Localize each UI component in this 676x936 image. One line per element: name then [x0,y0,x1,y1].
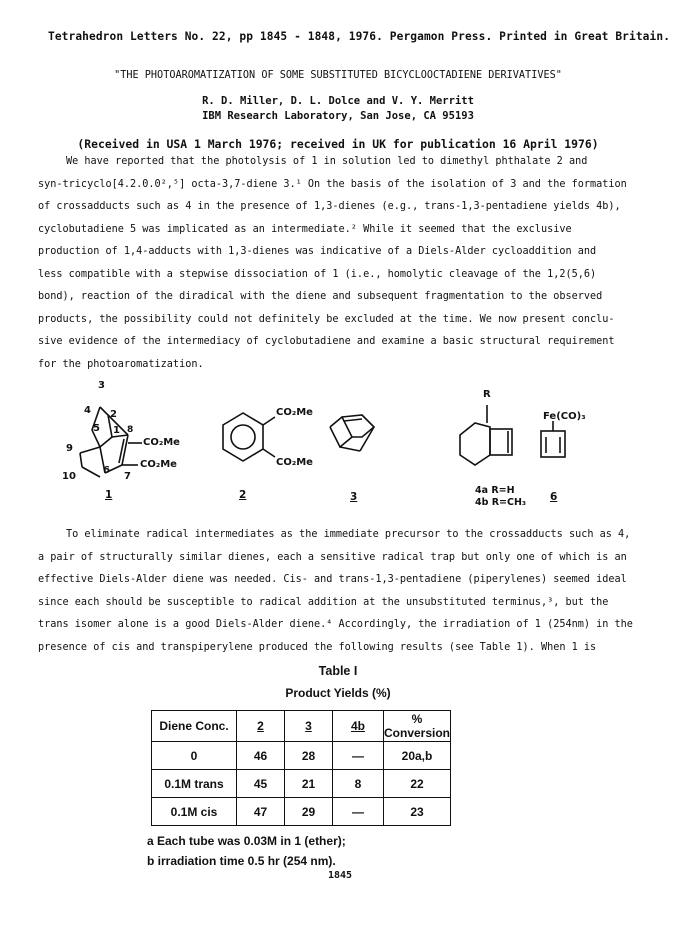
atom-number: 9 [66,443,73,454]
paragraph-line: of crossadducts such as 4 in the presence of 1,3-dienes (e.g., trans-1,3-pentadiene yields 4b), [38,201,621,212]
table-cell: 28 [285,742,333,770]
table-cell: 22 [384,770,451,798]
atom-number: 3 [98,380,105,391]
paragraph-line: We have reported that the photolysis of 1 in solution led to dimethyl phthalate 2 and [66,156,588,167]
structure-4-ring [460,405,512,465]
article-title: "THE PHOTOAROMATIZATION OF SOME SUBSTITUTED BICYCLOOCTADIENE DERIVATIVES" [114,70,562,81]
table-cell: — [333,798,384,826]
structures-figure [0,380,676,515]
paragraph-2 [38,524,638,659]
table-row [152,742,451,770]
table-header: 3 [285,711,333,742]
table-cell: 21 [285,770,333,798]
table-cell: 20a,b [384,742,451,770]
table-cell: 29 [285,798,333,826]
atom-number: 1 [113,425,120,436]
page-number: 1845 [328,870,353,881]
structure-drawings [0,385,676,515]
compound-label: 1 [105,489,113,501]
table-cell: 0.1M cis [152,798,237,826]
paragraph-line: for the photoaromatization. [38,358,204,370]
footnote-a: a Each tube was 0.03M in 1 (ether); [147,834,346,848]
substituent-label: CO₂Me [276,457,313,468]
atom-number: 4 [84,405,91,416]
atom-number: 2 [110,409,117,420]
paragraph-line: trans isomer alone is a good Diels-Alder diene.⁴ Accordingly, the irradiation of 1 (254nm) in the [38,619,633,630]
compound-label: 2 [239,489,247,501]
paragraph-line: production of 1,4-adducts with 1,3-dienes was indicative of a Diels-Alder cycloaddition and [38,246,597,257]
table-cell: 45 [237,770,285,798]
table-header: Diene Conc. [152,711,237,742]
table-cell: 0 [152,742,237,770]
structure-2-ring [223,413,275,461]
table-cell: 47 [237,798,285,826]
paragraph-line: presence of cis and transpiperylene produced the following results (see Table 1). When 1 is [38,641,597,653]
paragraph-line: cyclobutadiene 5 was implicated as an intermediate.² While it seemed that the exclusive [38,223,572,235]
substituent-label: CO₂Me [140,459,177,470]
substituent-label: Fe(CO)₃ [543,411,586,422]
table-cell: 23 [384,798,451,826]
table-header: % Conversion [384,712,451,740]
table-header: 2 [237,711,285,742]
structure-3-cage [330,415,374,451]
atom-number: 7 [124,471,131,482]
table-header: 4b [333,711,384,742]
structure-6-complex [541,421,565,457]
paragraph-line: To eliminate radical intermediates as the immediate precursor to the crossadducts such as 4, [66,529,631,540]
paragraph-line: a pair of structurally similar dienes, each a sensitive radical trap but only one of which is an [38,551,627,563]
compound-label: 3 [350,491,358,503]
paragraph-line: less compatible with a stepwise dissociation of 1 (i.e., homolytic cleavage of the 1,2(5,6) [38,268,597,280]
table-cell: 46 [237,742,285,770]
compound-label: 6 [550,491,558,503]
substituent-label: CO₂Me [143,437,180,448]
atom-number: 10 [62,471,76,482]
paragraph-1 [38,151,638,376]
table-cell: — [333,742,384,770]
table-subcaption: Product Yields (%) [285,686,391,700]
product-yields-table [151,710,451,826]
substituent-label: CO₂Me [276,407,313,418]
atom-number: 6 [103,465,110,476]
table-row [152,770,451,798]
substituent-label: R [483,389,491,400]
journal-header: Tetrahedron Letters No. 22, pp 1845 - 1848, 1976. Pergamon Press. Printed in Great Britain. [48,30,671,43]
table-row [152,798,451,826]
table-cell: 0.1M trans [152,770,237,798]
table-header-row [152,711,451,742]
footnote-b: b irradiation time 0.5 hr (254 nm). [147,854,336,868]
author-block [0,94,676,123]
compound-label: 4b R=CH₃ [475,497,527,508]
authors: R. D. Miller, D. L. Dolce and V. Y. Merritt [202,95,474,107]
paragraph-line: syn-tricyclo[4.2.0.0²,⁵] octa-3,7-diene 3.¹ On the basis of the isolation of 3 and the formation [38,178,627,190]
paragraph-line: bond), reaction of the diradical with the diene and subsequent fragmentation to the observed [38,291,603,302]
paragraph-line: sive evidence of the intermediacy of cyclobutadiene and examine a basic structural requirement [38,336,615,347]
atom-number: 8 [127,425,134,435]
affiliation: IBM Research Laboratory, San Jose, CA 95193 [202,109,474,122]
paragraph-line: products, the possibility could not definitely be excluded at the time. We now present conclu- [38,313,615,325]
table-caption: Table I [318,664,358,678]
atom-number: 5 [93,423,100,434]
received-dates: (Received in USA 1 March 1976; received in UK for publication 16 April 1976) [77,137,599,151]
paragraph-line: effective Diels-Alder diene was needed. Cis- and trans-1,3-pentadiene (piperylenes) seemed ideal [38,574,627,585]
paragraph-line: since each should be susceptible to radical addition at the unsubstituted terminus,³, but the [38,596,609,608]
table-cell: 8 [333,770,384,798]
compound-label: 4a R=H [475,485,515,496]
